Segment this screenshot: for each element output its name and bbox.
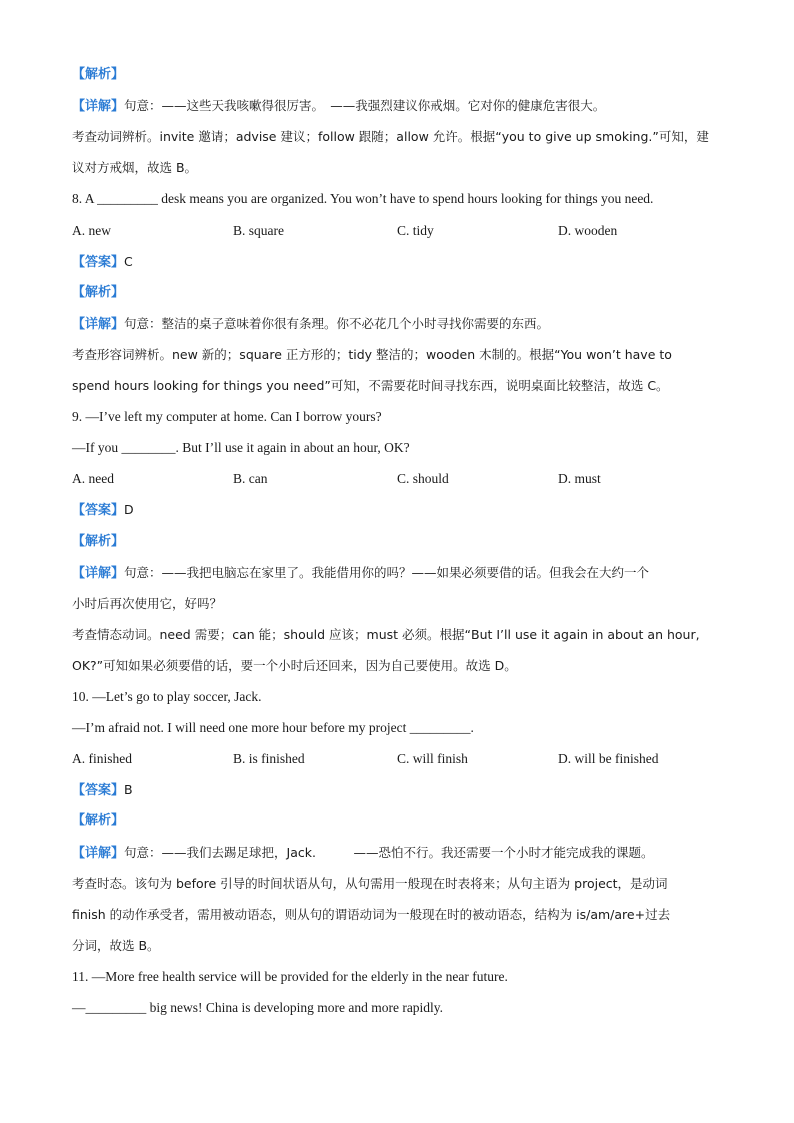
detail-tag: 【详解】 [72,566,125,581]
explanation-line: spend hours looking for things you need”可知，不需要花时间寻找东西，说明桌面比较整洁，故选 C。 [72,378,669,393]
answer-tag: 【答案】 [72,255,125,270]
answer-text: D [124,502,134,517]
explanation-line: 小时后再次使用它，好吗？ [72,596,223,611]
question-line: —_________ big news! China is developing more and more rapidly. [72,1000,444,1015]
detail-line [72,97,732,116]
detail-tag: 【详解】 [72,317,125,332]
explanation-line: finish 的动作承受者，需用被动语态，则从句的谓语动词为一般现在时的被动语态，结构为 is/am/are+过去 [72,907,671,922]
option-a: A. need [72,471,114,486]
question-line: 10. —Let’s go to play soccer, Jack. [72,689,262,704]
answer-line [72,253,732,272]
option-d: D. will be finished [558,751,659,766]
detail-tag: 【详解】 [72,99,125,114]
option-c: C. tidy [397,223,434,238]
detail-text: 句意：——这些天我咳嗽得很厉害。 ——我强烈建议你戒烟。它对你的健康危害很大。 [124,98,606,113]
option-a: A. new [72,223,111,238]
option-c: C. should [397,471,449,486]
explanation-line: 议对方戒烟，故选 B。 [72,160,198,175]
option-a: A. finished [72,751,132,766]
explanation-line: OK?”可知如果必须要借的话，要一个小时后还回来，因为自己要使用。故选 D。 [72,658,517,673]
option-d: D. must [558,471,601,486]
detail-line [72,564,732,583]
answer-text: B [124,782,133,797]
question-line: —If you ________. But I’ll use it again in about an hour, OK? [72,440,410,455]
option-d: D. wooden [558,223,618,238]
explanation-line: 分词，故选 B。 [72,938,160,953]
analysis-heading: 【解析】 [72,285,125,300]
detail-tag: 【详解】 [72,846,125,861]
answer-line [72,781,732,800]
question-line: —I’m afraid not. I will need one more hour before my project _________. [72,720,474,735]
option-b: B. is finished [233,751,305,766]
explanation-line: 考查形容词辨析。new 新的；square 正方形的；tidy 整洁的；wooden 木制的。根据“You won’t have to [72,347,672,362]
option-b: B. square [233,223,284,238]
option-c: C. will finish [397,751,468,766]
explanation-line: 考查时态。该句为 before 引导的时间状语从句，从句需用一般现在时表将来；从句主语为 project，是动词 [72,876,668,891]
detail-line [72,844,732,863]
analysis-heading: 【解析】 [72,534,125,549]
detail-text: 句意：——我把电脑忘在家里了。我能借用你的吗？——如果必须要借的话。但我会在大约一个 [124,565,650,580]
answer-line [72,501,732,520]
answer-tag: 【答案】 [72,503,125,518]
detail-text: 句意：——我们去踢足球把，Jack. ——恐怕不行。我还需要一个小时才能完成我的课题。 [124,845,654,860]
explanation-line: 考查动词辨析。invite 邀请；advise 建议；follow 跟随；allow 允许。根据“you to give up smoking.”可知，建 [72,129,709,144]
question-line: 9. —I’ve left my computer at home. Can I borrow yours? [72,409,382,424]
answer-tag: 【答案】 [72,783,125,798]
answer-text: C [124,254,133,269]
detail-line [72,315,732,334]
question-line: 8. A _________ desk means you are organized. You won’t have to spend hours looking for things you need. [72,191,654,206]
analysis-heading: 【解析】 [72,813,125,828]
explanation-line: 考查情态动词。need 需要；can 能；should 应该；must 必须。根据“But I’ll use it again in about an hour, [72,627,700,642]
analysis-heading: 【解析】 [72,67,125,82]
question-line: 11. —More free health service will be provided for the elderly in the near future. [72,969,508,984]
detail-text: 句意：整洁的桌子意味着你很有条理。你不必花几个小时寻找你需要的东西。 [124,316,550,331]
option-b: B. can [233,471,268,486]
